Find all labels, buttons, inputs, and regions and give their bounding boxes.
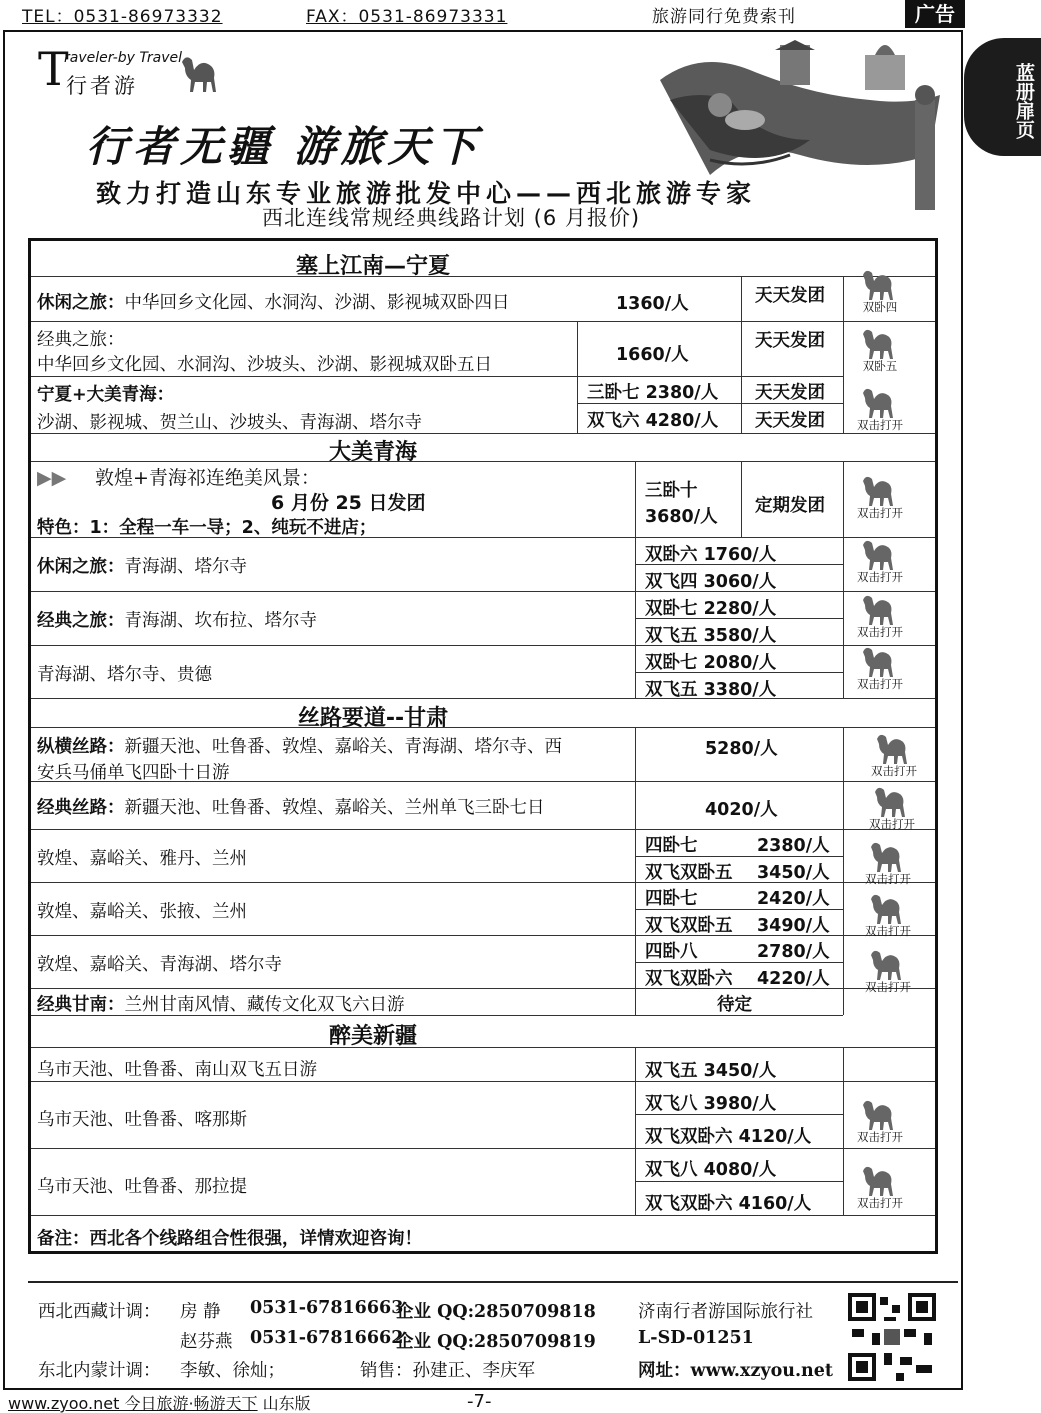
route-price: 双卧七 2280/人 bbox=[645, 599, 777, 619]
bottom-site-text: www.zyoo.net 今日旅游·畅游天下 山东版 bbox=[8, 1394, 311, 1413]
route-price: 双飞双卧六 4160/人 bbox=[645, 1194, 812, 1214]
section-title-xinjiang: 醉美新疆 bbox=[328, 1024, 417, 1049]
fax-number: FAX：0531-86973331 bbox=[306, 7, 508, 27]
camel-link[interactable]: 双击打开 bbox=[849, 537, 911, 583]
route-price: 双飞双卧六 4120/人 bbox=[645, 1127, 812, 1147]
route-name: 青海湖、塔尔寺、贵德 bbox=[37, 665, 212, 685]
main-slogan: 行者无疆 游旅天下 bbox=[86, 122, 482, 171]
route-price: 双飞五 3380/人 bbox=[645, 680, 777, 700]
contact-name: 房 静 bbox=[180, 1302, 221, 1322]
logo-camel-icon bbox=[176, 52, 220, 94]
plan-title: 西北连线常规经典线路计划 (6 月报价) bbox=[262, 206, 641, 230]
camel-icon bbox=[859, 267, 899, 301]
route-price: 四卧八 bbox=[645, 942, 698, 962]
route-name: 乌市天池、吐鲁番、南山双飞五日游 bbox=[37, 1060, 317, 1080]
sales-contacts: 销售：孙建正、李庆军 bbox=[360, 1361, 535, 1381]
contact-label: 西北西藏计调： bbox=[38, 1302, 161, 1322]
contact-label: 东北内蒙计调： bbox=[38, 1361, 161, 1381]
route-price: 1660/人 bbox=[616, 345, 689, 365]
camel-link[interactable]: 双击打开 bbox=[849, 473, 911, 519]
camel-link[interactable]: 双击打开 bbox=[863, 731, 925, 777]
contact-qq: 企业 QQ:2850709819 bbox=[396, 1332, 596, 1352]
route-price: 1360/人 bbox=[616, 294, 689, 314]
route-departure: 天天发团 bbox=[755, 286, 825, 306]
camel-icon bbox=[867, 839, 907, 873]
page-number: -7- bbox=[467, 1391, 492, 1412]
route-price: 双飞五 3580/人 bbox=[645, 626, 777, 646]
decorative-banner-illustration bbox=[650, 40, 950, 215]
route-name: ▶▶ 敦煌+青海祁连绝美风景： bbox=[37, 467, 320, 489]
route-price: 3680/人 bbox=[645, 507, 718, 527]
camel-icon bbox=[859, 473, 899, 507]
company-name: 济南行者游国际旅行社 bbox=[638, 1302, 813, 1322]
route-price: 三卧七 2380/人 bbox=[587, 383, 719, 403]
route-price: 双飞八 3980/人 bbox=[645, 1094, 777, 1114]
camel-icon bbox=[859, 1163, 899, 1197]
footer-divider bbox=[28, 1281, 958, 1283]
camel-link[interactable]: 双击打开 bbox=[849, 592, 911, 638]
contact-name: 赵芬燕 bbox=[180, 1332, 233, 1352]
route-table bbox=[28, 238, 938, 1254]
route-name: 经典甘南：兰州甘南风情、藏传文化双飞六日游 bbox=[37, 995, 405, 1015]
camel-link[interactable]: 双卧五 bbox=[849, 326, 911, 372]
route-price: 5280/人 bbox=[705, 739, 778, 759]
route-date: 6 月份 25 日发团 bbox=[271, 492, 426, 514]
route-price: 3490/人 bbox=[757, 916, 830, 936]
camel-icon bbox=[867, 891, 907, 925]
route-name: 宁夏+大美青海： bbox=[37, 385, 175, 405]
route-price: 双飞五 3450/人 bbox=[645, 1061, 777, 1081]
route-price: 双飞双卧五 bbox=[645, 863, 733, 883]
camel-link[interactable]: 双击打开 bbox=[857, 839, 919, 885]
contact-phone: 0531-67816663 bbox=[250, 1298, 404, 1318]
index-note: 旅游同行免费索刊 bbox=[652, 7, 796, 27]
route-price: 2420/人 bbox=[757, 889, 830, 909]
camel-icon bbox=[859, 1097, 899, 1131]
route-departure: 天天发团 bbox=[755, 383, 825, 403]
license-number: L-SD-01251 bbox=[638, 1328, 754, 1348]
camel-link[interactable]: 双击打开 bbox=[857, 891, 919, 937]
route-price: 待定 bbox=[717, 995, 752, 1015]
camel-icon bbox=[859, 592, 899, 626]
camel-link[interactable]: 双击打开 bbox=[849, 1097, 911, 1143]
brand-logo bbox=[38, 44, 228, 100]
logo-letter: T bbox=[38, 42, 69, 96]
route-price: 双飞六 4280/人 bbox=[587, 411, 719, 431]
route-name: 经典丝路：新疆天池、吐鲁番、敦煌、嘉峪关、兰州单飞三卧七日 bbox=[37, 798, 545, 818]
route-name: 乌市天池、吐鲁番、喀那斯 bbox=[37, 1110, 247, 1130]
logo-chinese: 行者游 bbox=[66, 74, 138, 98]
route-price: 双飞双卧五 bbox=[645, 916, 733, 936]
route-price: 双卧六 1760/人 bbox=[645, 545, 777, 565]
route-name: 乌市天池、吐鲁番、那拉提 bbox=[37, 1177, 247, 1197]
route-price: 四卧七 bbox=[645, 836, 698, 856]
section-title-gansu: 丝路要道--甘肃 bbox=[297, 706, 449, 731]
camel-icon bbox=[859, 385, 899, 419]
route-price: 3450/人 bbox=[757, 863, 830, 883]
footnote: 备注：西北各个线路组合性很强，详情欢迎咨询！ bbox=[37, 1229, 422, 1249]
camel-link[interactable]: 双击打开 bbox=[857, 947, 919, 993]
route-name: 敦煌、嘉峪关、青海湖、塔尔寺 bbox=[37, 955, 282, 975]
qr-code-icon bbox=[848, 1293, 936, 1381]
route-feature: 特色：1：全程一车一导；2、纯玩不进店； bbox=[37, 518, 377, 538]
camel-link[interactable]: 双击打开 bbox=[849, 644, 911, 690]
camel-link[interactable]: 双击打开 bbox=[849, 385, 911, 431]
side-tab: 蓝册扉页 bbox=[964, 38, 1041, 156]
route-name: 敦煌、嘉峪关、张掖、兰州 bbox=[37, 902, 247, 922]
route-name: 敦煌、嘉峪关、雅丹、兰州 bbox=[37, 849, 247, 869]
route-detail: 中华回乡文化园、水洞沟、沙坡头、沙湖、影视城双卧五日 bbox=[37, 355, 492, 375]
camel-link[interactable]: 双卧四 bbox=[849, 267, 911, 313]
subheading: 致力打造山东专业旅游批发中心——西北旅游专家 bbox=[96, 179, 757, 208]
route-price: 2380/人 bbox=[757, 836, 830, 856]
route-name: 经典之旅： bbox=[37, 330, 125, 350]
tel-number: TEL：0531-86973332 bbox=[22, 7, 223, 27]
section-title-ningxia: 塞上江南—宁夏 bbox=[295, 254, 450, 279]
route-departure: 天天发团 bbox=[755, 331, 825, 351]
top-bar bbox=[0, 0, 1041, 28]
route-detail: 安兵马俑单飞四卧十日游 bbox=[37, 763, 230, 783]
camel-icon bbox=[873, 731, 913, 765]
ad-label: 广告 bbox=[905, 0, 965, 28]
camel-icon bbox=[859, 644, 899, 678]
route-price: 2780/人 bbox=[757, 942, 830, 962]
route-price: 双飞八 4080/人 bbox=[645, 1160, 777, 1180]
camel-icon bbox=[867, 947, 907, 981]
route-name: 休闲之旅：中华回乡文化园、水洞沟、沙湖、影视城双卧四日 bbox=[37, 293, 510, 313]
route-price: 四卧七 bbox=[645, 889, 698, 909]
website[interactable]: 网址：www.xzyou.net bbox=[638, 1361, 833, 1381]
camel-link[interactable]: 双击打开 bbox=[849, 1163, 911, 1209]
route-detail: 沙湖、影视城、贺兰山、沙坡头、青海湖、塔尔寺 bbox=[37, 413, 422, 433]
route-price: 双飞双卧六 bbox=[645, 969, 733, 989]
route-departure: 天天发团 bbox=[755, 411, 825, 431]
route-price: 三卧十 bbox=[645, 481, 698, 501]
route-price: 4020/人 bbox=[705, 800, 778, 820]
route-departure: 定期发团 bbox=[755, 496, 825, 516]
contact-qq: 企业 QQ:2850709818 bbox=[396, 1302, 596, 1322]
camel-link[interactable]: 双击打开 bbox=[861, 784, 923, 830]
route-name: 休闲之旅：青海湖、塔尔寺 bbox=[37, 557, 247, 577]
route-price: 双飞四 3060/人 bbox=[645, 572, 777, 592]
logo-english: raveler-by Travel bbox=[64, 50, 182, 66]
route-price: 双卧七 2080/人 bbox=[645, 653, 777, 673]
route-name: 经典之旅：青海湖、坎布拉、塔尔寺 bbox=[37, 611, 317, 631]
contact-phone: 0531-67816662 bbox=[250, 1328, 404, 1348]
contact-name: 李敏、徐灿； bbox=[180, 1361, 285, 1381]
camel-icon bbox=[871, 784, 911, 818]
camel-icon bbox=[859, 537, 899, 571]
route-price: 4220/人 bbox=[757, 969, 830, 989]
section-title-qinghai: 大美青海 bbox=[328, 440, 417, 465]
route-name: 纵横丝路：新疆天池、吐鲁番、敦煌、嘉峪关、青海湖、塔尔寺、西 bbox=[37, 737, 562, 757]
camel-icon bbox=[859, 326, 899, 360]
